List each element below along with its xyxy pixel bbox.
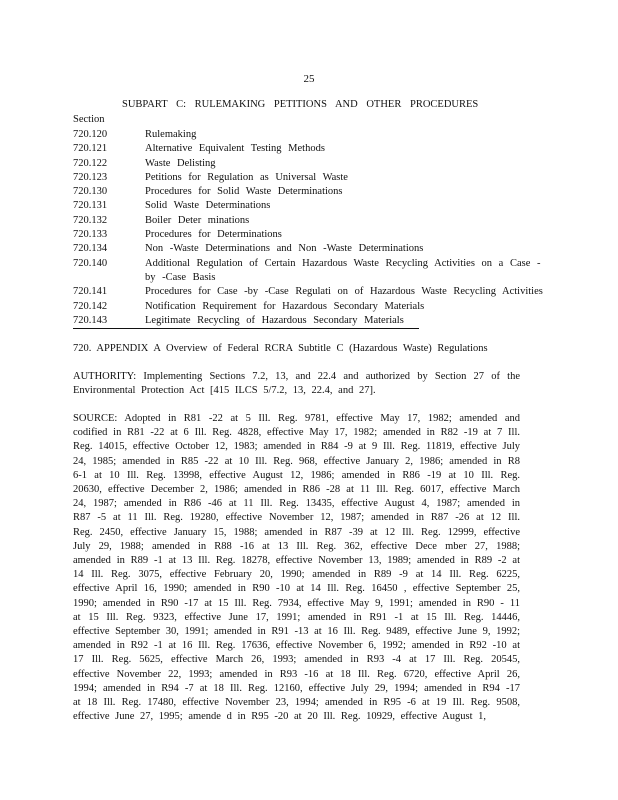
section-number: 720.132	[73, 214, 108, 226]
section-row	[73, 314, 419, 329]
section-title: Petitions for Regulation as Universal Waste	[145, 171, 348, 183]
section-number: 720.140	[73, 257, 108, 269]
section-row	[73, 242, 543, 256]
section-title: Alternative Equivalent Testing Methods	[145, 143, 325, 155]
section-row	[73, 214, 543, 228]
section-number: 720.133	[73, 229, 108, 241]
section-title: Procedures for Determinations	[145, 229, 282, 241]
section-row	[73, 300, 543, 314]
section-title: Procedures for Solid Waste Determinations	[145, 186, 343, 198]
section-row	[73, 199, 543, 213]
section-number: 720.121	[73, 143, 108, 155]
subpart-heading: SUBPART C: RULEMAKING PETITIONS AND OTHER PROCEDURES	[122, 99, 479, 110]
section-number: 720.123	[73, 171, 108, 183]
section-title: Procedures for Case -by -Case Regulati on of Hazardous Waste Recycling Activities	[145, 286, 543, 298]
section-number: 720.131	[73, 200, 108, 212]
authority-paragraph: AUTHORITY: Implementing Sections 7.2, 13, and 22.4 and authorized by Section 27 of the Environmental Protection Act [415 ILCS 5/7.2, 13, 22.4, and 27].	[73, 371, 520, 397]
section-title: Additional Regulation of Certain Hazardous Waste Recycling Activities on a Case -by -Case Basis	[145, 257, 541, 283]
section-row	[73, 257, 543, 286]
section-title: Legitimate Recycling of Hazardous Secondary Materials	[145, 314, 404, 326]
section-number: 720.122	[73, 157, 108, 169]
section-column-label: Section	[73, 114, 105, 125]
section-title: Waste Delisting	[145, 157, 216, 169]
section-row	[73, 171, 543, 185]
section-row	[73, 128, 543, 142]
section-number: 720.130	[73, 186, 108, 198]
section-title: Boiler Deter minations	[145, 214, 250, 226]
page-number: 25	[303, 73, 315, 85]
section-row	[73, 142, 543, 156]
section-row	[73, 285, 543, 299]
section-number: 720.141	[73, 286, 108, 298]
source-paragraph: SOURCE: Adopted in R81 -22 at 5 Ill. Reg. 9781, effective May 17, 1982; amended and codified in R81 -22 at 6 Ill. Reg. 4828, effective May 17, 1982; amended in R82 -19 at 7 Ill. Reg. 14015, effective October 12, 1983; amended in R84 -9 at 9 Ill. Reg. 11819, effective July 24, 1985; amended in R85 -22 at 10 Ill. Reg. 968, effective January 2, 1986; amended in R8 6-1 at 10 Ill. Reg. 13998, effective August 12, 1986; amended in R86 -19 at 10 Ill. Reg. 20630, effective December 2, 1986; amended in R86 -28 at 11 Ill. Reg. 6017, effective March 24, 1987; amended in R86 -46 at 11 Ill. Reg. 13435, effective August 4, 1987; amended in R87 -5 at 11 Ill. Reg. 19280, effective November 12, 1987; amended in R87 -26 at 12 Ill. Reg. 2450, effective January 15, 1988; amended in R87 -39 at 12 Ill. Reg. 12999, effective July 29, 1988; amended in R88 -16 at 13 Ill. Reg. 362, effective Dece mber 27, 1988; amended in R89 -1 at 13 Ill. Reg. 18278, effective November 13, 1989; amended in R89 -2 at 14 Ill. Reg. 3075, effective February 20, 1990; amended in R89 -9 at 14 Ill. Reg. 6225, effective April 16, 1990; amended in R90 -10 at 14 Ill. Reg. 16450 , effective September 25, 1990; amended in R90 -17 at 15 Ill. Reg. 7934, effective May 9, 1991; amended in R90 - 11 at 15 Ill. Reg. 9323, effective June 17, 1991; amended in R91 -1 at 15 Ill. Reg. 14446, effective September 30, 1991; amended in R91 -13 at 16 Ill. Reg. 9489, effective June 9, 1992; amended in R92 -1 at 16 Ill. Reg. 17636, effective November 6, 1992; amended in R92 -10 at 17 Ill. Reg. 5625, effective March 26, 1993; amended in R93 -4 at 17 Ill. Reg. 20545, effective November 22, 1993; amended in R93 -16 at 18 Ill. Reg. 6720, effective April 26, 1994; amended in R94 -7 at 18 Ill. Reg. 12160, effective July 29, 1994; amended in R94 -17 at 18 Ill. Reg. 17480, effective November 23, 1994; amended in R95 -6 at 19 Ill. Reg. 9508, effective June 27, 1995; amende d in R95 -20 at 20 Ill. Reg. 10929, effective August 1,	[73, 413, 520, 723]
appendix-line: 720. APPENDIX A Overview of Federal RCRA Subtitle C (Hazardous Waste) Regulations	[73, 343, 488, 354]
section-number: 720.134	[73, 243, 108, 255]
section-number: 720.142	[73, 300, 108, 312]
section-row	[73, 228, 543, 242]
section-number: 720.143	[73, 314, 108, 326]
section-number: 720.120	[73, 129, 108, 140]
section-list	[73, 128, 543, 329]
section-title: Solid Waste Determinations	[145, 200, 271, 212]
section-row	[73, 157, 543, 171]
section-row	[73, 185, 543, 199]
section-title: Rulemaking	[145, 129, 197, 140]
section-title: Notification Requirement for Hazardous Secondary Materials	[145, 300, 425, 312]
section-title: Non -Waste Determinations and Non -Waste Determinations	[145, 243, 424, 255]
